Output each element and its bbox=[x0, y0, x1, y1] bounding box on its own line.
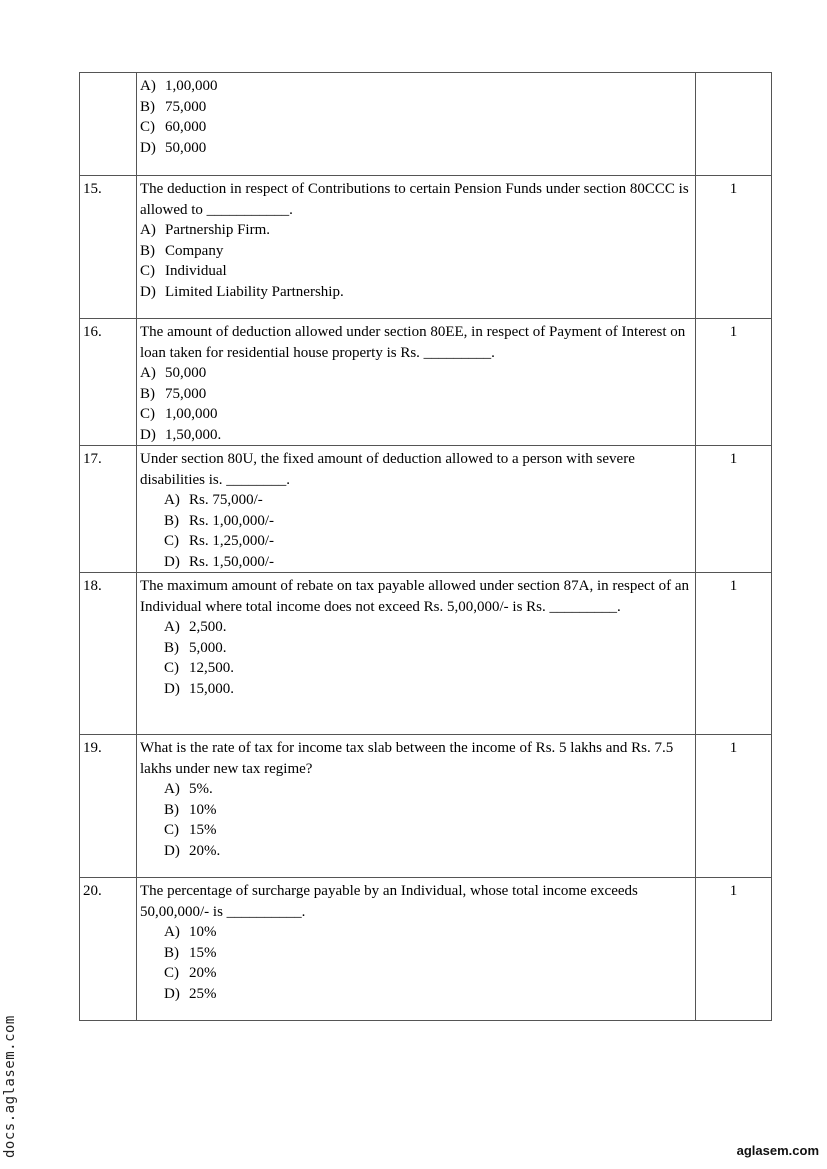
question-row bbox=[80, 878, 772, 1021]
option-letter: D) bbox=[164, 985, 180, 1002]
option-letter: B) bbox=[140, 98, 155, 115]
option-letter: A) bbox=[164, 619, 180, 635]
option-letter: A) bbox=[164, 781, 180, 797]
option-letter: D) bbox=[164, 680, 180, 697]
answer-option bbox=[140, 658, 692, 679]
option-letter: C) bbox=[164, 660, 179, 676]
option-text: Limited Liability Partnership. bbox=[165, 283, 344, 300]
answer-option bbox=[140, 779, 692, 800]
option-text: 2,500. bbox=[189, 619, 227, 635]
option-text: 60,000 bbox=[165, 119, 207, 135]
option-letter: A) bbox=[140, 78, 156, 94]
question-number: 15. bbox=[80, 176, 137, 319]
question-body bbox=[137, 878, 696, 1021]
answer-option bbox=[140, 282, 692, 303]
option-text: 50,000 bbox=[165, 139, 207, 156]
answer-option bbox=[140, 404, 692, 425]
option-letter: C) bbox=[140, 406, 155, 422]
option-text: 75,000 bbox=[165, 98, 207, 115]
option-text: 75,000 bbox=[165, 385, 207, 402]
question-number: 17. bbox=[80, 446, 137, 573]
option-text: Rs. 75,000/- bbox=[189, 492, 263, 508]
question-number: 18. bbox=[80, 573, 137, 735]
option-text: 1,00,000 bbox=[165, 78, 218, 94]
option-text: 5,000. bbox=[189, 639, 227, 656]
option-letter: C) bbox=[164, 533, 179, 549]
question-body bbox=[137, 446, 696, 573]
answer-option bbox=[140, 638, 692, 659]
side-watermark: docs.aglasem.com bbox=[2, 1015, 18, 1158]
answer-option bbox=[140, 425, 692, 446]
question-marks: 1 bbox=[696, 446, 772, 573]
option-text: 1,50,000. bbox=[165, 426, 222, 443]
option-text: Partnership Firm. bbox=[165, 222, 270, 238]
option-letter: A) bbox=[164, 924, 180, 940]
option-letter: B) bbox=[164, 639, 179, 656]
answer-option bbox=[140, 679, 692, 700]
option-letter: B) bbox=[164, 801, 179, 818]
question-body bbox=[137, 176, 696, 319]
question-body bbox=[137, 73, 696, 176]
question-table-body bbox=[80, 73, 772, 1021]
option-text: Individual bbox=[165, 263, 227, 279]
option-letter: A) bbox=[164, 492, 180, 508]
answer-option bbox=[140, 76, 692, 97]
option-text: Rs. 1,25,000/- bbox=[189, 533, 275, 549]
answer-option bbox=[140, 800, 692, 821]
question-row bbox=[80, 735, 772, 878]
answer-option bbox=[140, 97, 692, 118]
answer-option bbox=[140, 531, 692, 552]
option-text: 15% bbox=[189, 822, 217, 838]
footer-brand: aglasem.com bbox=[736, 1143, 819, 1158]
answer-option bbox=[140, 490, 692, 511]
question-marks: 1 bbox=[696, 573, 772, 735]
option-letter: C) bbox=[164, 822, 179, 838]
option-text: 50,000 bbox=[165, 365, 207, 381]
answer-option bbox=[140, 922, 692, 943]
option-letter: C) bbox=[164, 965, 179, 981]
question-marks: 1 bbox=[696, 878, 772, 1021]
question-body bbox=[137, 735, 696, 878]
answer-option bbox=[140, 363, 692, 384]
answer-option bbox=[140, 511, 692, 532]
option-text: 15,000. bbox=[189, 680, 234, 697]
question-text: The maximum amount of rebate on tax payable allowed under section 87A, in respect of an Individual where total income does not exceed Rs. 5,00,000/- is Rs. _________. bbox=[140, 578, 689, 615]
option-text: 20% bbox=[189, 965, 217, 981]
question-marks bbox=[696, 73, 772, 176]
question-number bbox=[80, 73, 137, 176]
answer-option bbox=[140, 841, 692, 862]
answer-option bbox=[140, 963, 692, 984]
option-text: 10% bbox=[189, 801, 217, 818]
question-number: 20. bbox=[80, 878, 137, 1021]
question-body bbox=[137, 573, 696, 735]
answer-option bbox=[140, 984, 692, 1005]
question-table bbox=[79, 72, 772, 1021]
option-text: Rs. 1,50,000/- bbox=[189, 553, 275, 570]
option-letter: C) bbox=[140, 263, 155, 279]
question-row bbox=[80, 319, 772, 446]
option-text: Rs. 1,00,000/- bbox=[189, 512, 275, 529]
question-row bbox=[80, 176, 772, 319]
option-text: 5%. bbox=[189, 781, 213, 797]
question-text: What is the rate of tax for income tax slab between the income of Rs. 5 lakhs and Rs. 7.5 lakhs under new tax regime? bbox=[140, 740, 674, 777]
answer-option bbox=[140, 220, 692, 241]
answer-option bbox=[140, 617, 692, 638]
option-text: 12,500. bbox=[189, 660, 234, 676]
option-letter: B) bbox=[164, 944, 179, 961]
question-text: The percentage of surcharge payable by an Individual, whose total income exceeds 50,00,000/- is __________. bbox=[140, 883, 638, 920]
question-marks: 1 bbox=[696, 735, 772, 878]
question-text: The amount of deduction allowed under section 80EE, in respect of Payment of Interest on loan taken for residential house property is Rs. _________. bbox=[140, 324, 686, 361]
question-row bbox=[80, 73, 772, 176]
option-text: Company bbox=[165, 242, 224, 259]
option-text: 10% bbox=[189, 924, 217, 940]
question-text: Under section 80U, the fixed amount of deduction allowed to a person with severe disabilities is. ________. bbox=[140, 451, 635, 488]
answer-option bbox=[140, 117, 692, 138]
answer-option bbox=[140, 552, 692, 573]
question-row bbox=[80, 446, 772, 573]
question-text: The deduction in respect of Contributions to certain Pension Funds under section 80CCC is allowed to ___________. bbox=[140, 181, 689, 218]
option-letter: D) bbox=[140, 426, 156, 443]
option-letter: D) bbox=[164, 553, 180, 570]
answer-option bbox=[140, 820, 692, 841]
answer-option bbox=[140, 138, 692, 159]
option-letter: D) bbox=[140, 283, 156, 300]
answer-option bbox=[140, 261, 692, 282]
option-letter: D) bbox=[140, 139, 156, 156]
option-text: 20%. bbox=[189, 842, 221, 859]
option-letter: D) bbox=[164, 842, 180, 859]
answer-option bbox=[140, 384, 692, 405]
option-text: 1,00,000 bbox=[165, 406, 218, 422]
answer-option bbox=[140, 943, 692, 964]
option-letter: B) bbox=[140, 242, 155, 259]
question-row bbox=[80, 573, 772, 735]
question-number: 19. bbox=[80, 735, 137, 878]
question-marks: 1 bbox=[696, 319, 772, 446]
option-text: 25% bbox=[189, 985, 217, 1002]
question-number: 16. bbox=[80, 319, 137, 446]
answer-option bbox=[140, 241, 692, 262]
option-letter: A) bbox=[140, 365, 156, 381]
option-letter: A) bbox=[140, 222, 156, 238]
option-text: 15% bbox=[189, 944, 217, 961]
question-body bbox=[137, 319, 696, 446]
question-marks: 1 bbox=[696, 176, 772, 319]
option-letter: B) bbox=[140, 385, 155, 402]
option-letter: B) bbox=[164, 512, 179, 529]
option-letter: C) bbox=[140, 119, 155, 135]
